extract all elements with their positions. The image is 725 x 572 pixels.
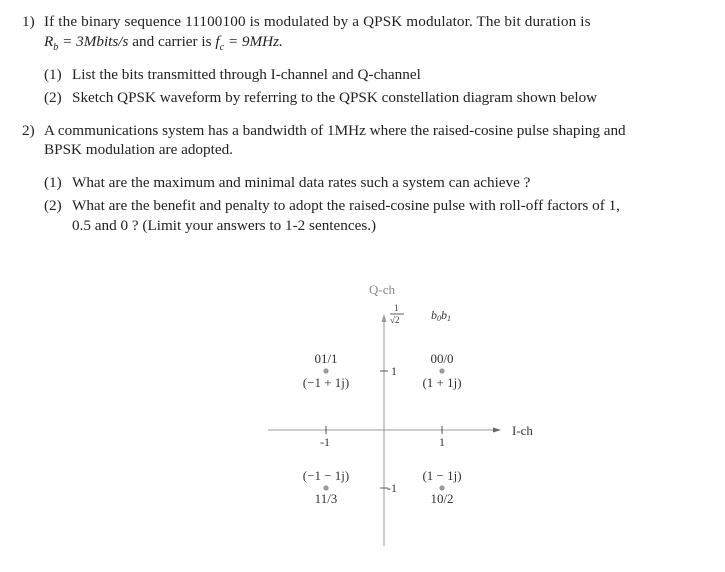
- point-00-coord: (1 + 1j): [422, 375, 462, 390]
- point-10-coord: (1 − 1j): [422, 468, 462, 483]
- problem-1-text-line1: If the binary sequence 11100100 is modulated by a QPSK modulator. The bit duration is: [44, 13, 591, 30]
- problem-2-text-line1: A communications system has a bandwidth of 1MHz where the raised-cosine pulse shaping and: [44, 122, 626, 139]
- i-tick-neg-label: -1: [320, 435, 330, 449]
- problem-2-number: 2): [22, 122, 35, 139]
- problem-1-sub-2-text: Sketch QPSK waveform by referring to the QPSK constellation diagram shown below: [72, 89, 598, 106]
- problem-2-sub-1-text: What are the maximum and minimal data rates such a system can achieve ?: [72, 174, 531, 191]
- problem-2-sub-2-text-line2: 0.5 and 0 ? (Limit your answers to 1-2 sentences.): [72, 217, 377, 234]
- problem-2-text-line2: BPSK modulation are adopted.: [44, 141, 233, 158]
- point-00-label: 00/0: [430, 351, 454, 366]
- carrier-text: and carrier is: [132, 33, 212, 50]
- problem-1-sub-1-number: (1): [44, 66, 62, 83]
- point-11-label: 11/3: [314, 491, 338, 506]
- point-01-coord: (−1 + 1j): [302, 375, 350, 390]
- q-tick-neg-label: -1: [387, 481, 397, 495]
- problem-1-sub-2-number: (2): [44, 89, 62, 106]
- problem-2-sub-1-number: (1): [44, 174, 62, 191]
- bit-rate-expression: $R_b$ = 3Mbits/s: [44, 33, 129, 54]
- problem-2-sub-2-text-line1: What are the benefit and penalty to adopt the raised-cosine pulse with roll-off factors of 1,: [72, 197, 620, 214]
- constellation-point-01: [323, 368, 328, 373]
- point-01-label: 01/1: [314, 351, 338, 366]
- q-axis-label: Q-ch: [369, 282, 395, 297]
- i-axis-arrowhead: [493, 428, 501, 433]
- i-tick-pos-label: 1: [439, 435, 445, 449]
- point-11-coord: (−1 − 1j): [302, 468, 350, 483]
- problem-1-number: 1): [22, 13, 35, 30]
- q-tick-pos-label: 1: [391, 364, 397, 378]
- bit-order-label: b0b1: [431, 308, 451, 323]
- q-top-tick-denominator: √2: [390, 315, 400, 325]
- constellation-point-00: [439, 368, 444, 373]
- point-10-label: 10/2: [430, 491, 454, 506]
- q-axis-arrowhead: [382, 314, 387, 322]
- i-axis-label: I-ch: [512, 423, 533, 438]
- constellation-point-10: [439, 485, 444, 490]
- problem-2-sub-2-number: (2): [44, 197, 62, 214]
- q-top-tick-numerator: 1: [394, 303, 399, 313]
- constellation-point-11: [323, 485, 328, 490]
- problem-1-sub-1-text: List the bits transmitted through I-channel and Q-channel: [72, 66, 421, 83]
- carrier-frequency-expression: $f_c = 9MHz$.: [215, 33, 283, 54]
